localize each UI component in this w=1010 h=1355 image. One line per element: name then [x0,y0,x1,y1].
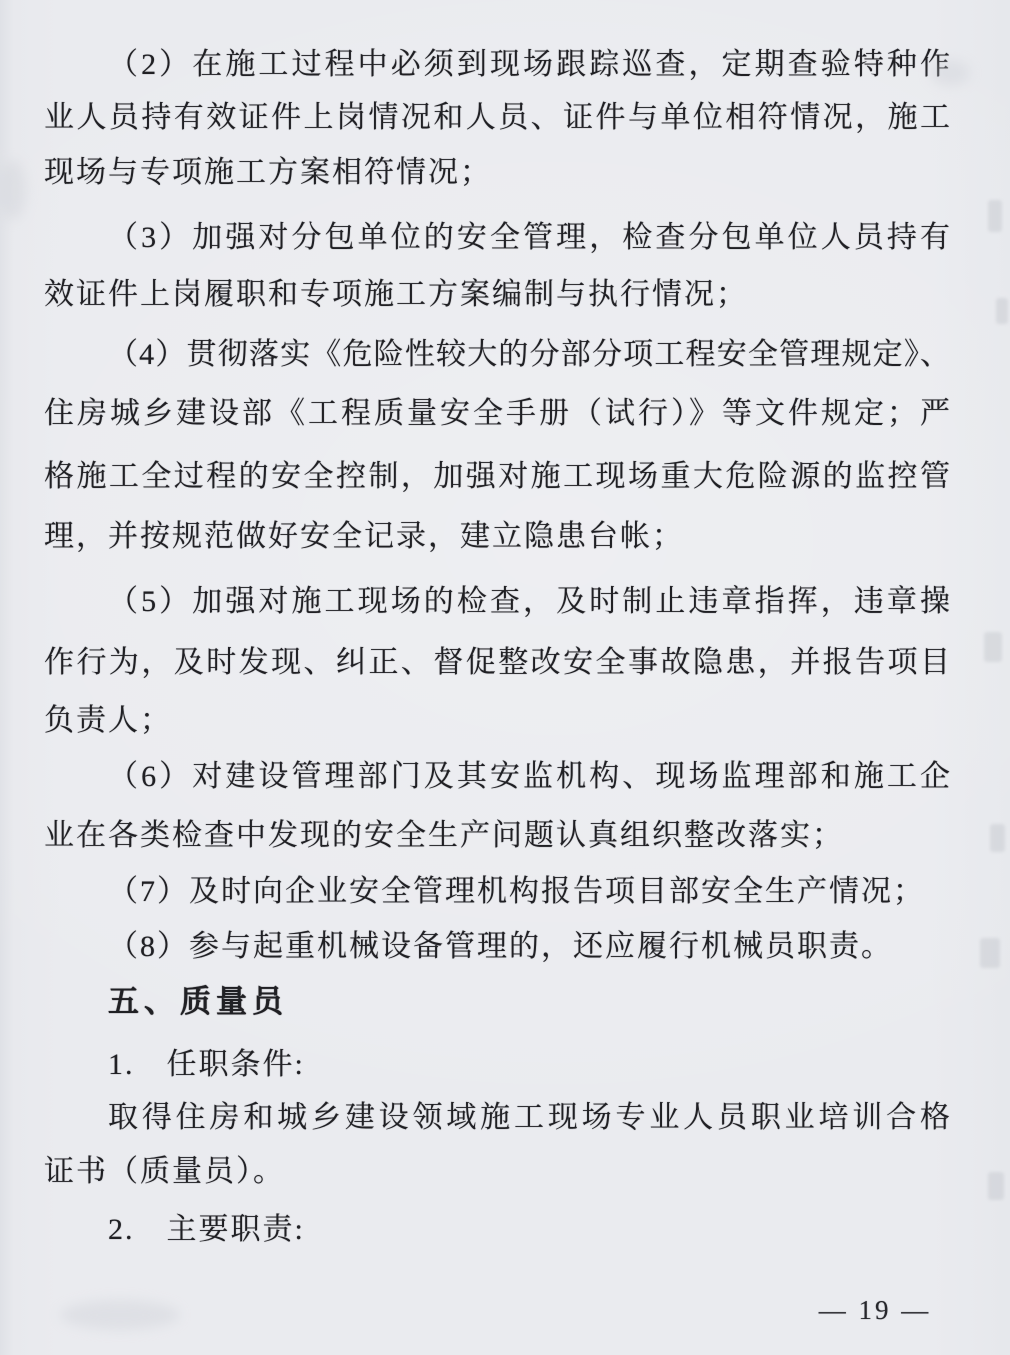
scan-artifact [996,298,1008,324]
text-line: 住房城乡建设部《工程质量安全手册（试行）》等文件规定；严 [44,397,950,430]
text-line: 格施工全过程的安全控制，加强对施工现场重大危险源的监控管 [44,460,950,493]
text-line: （5）加强对施工现场的检查，及时制止违章指挥，违章操 [108,585,950,618]
text-line: （2）在施工过程中必须到现场跟踪巡查，定期查验特种作 [108,48,950,81]
scan-artifact [980,938,1000,968]
text-line: （4）贯彻落实《危险性较大的分部分项工程安全管理规定》、 [108,338,950,371]
text-line: （7）及时向企业安全管理机构报告项目部安全生产情况； [108,875,925,908]
text-line: 1. 任职条件: [108,1048,305,1081]
scan-artifact [988,1172,1004,1200]
scan-artifact [60,1300,180,1330]
text-line: 理，并按规范做好安全记录，建立隐患台帐； [44,520,684,553]
text-line: 现场与专项施工方案相符情况； [44,156,492,189]
page-number: — 19 — [818,1295,932,1325]
text-line: （8）参与起重机械设备管理的，还应履行机械员职责。 [108,930,893,963]
text-line: 效证件上岗履职和专项施工方案编制与执行情况； [44,278,748,311]
text-line: 负责人； [44,704,172,737]
scan-artifact [988,200,1002,232]
section-heading: 五、质量员 [108,984,288,1019]
scan-artifact [990,824,1005,852]
text-line: 业在各类检查中发现的安全生产问题认真组织整改落实； [44,819,844,852]
text-line: 业人员持有效证件上岗情况和人员、证件与单位相符情况，施工 [44,101,950,134]
text-line: 2. 主要职责: [108,1213,305,1246]
scan-artifact [930,60,970,86]
text-line: 证书（质量员）。 [44,1155,285,1188]
text-line: 作行为，及时发现、纠正、督促整改安全事故隐患，并报告项目 [44,646,950,679]
scan-artifact [0,160,26,220]
text-line: 取得住房和城乡建设领域施工现场专业人员职业培训合格 [108,1101,950,1134]
scan-artifact [984,632,1002,662]
text-line: （6）对建设管理部门及其安监机构、现场监理部和施工企 [108,760,950,793]
text-line: （3）加强对分包单位的安全管理，检查分包单位人员持有 [108,221,950,254]
